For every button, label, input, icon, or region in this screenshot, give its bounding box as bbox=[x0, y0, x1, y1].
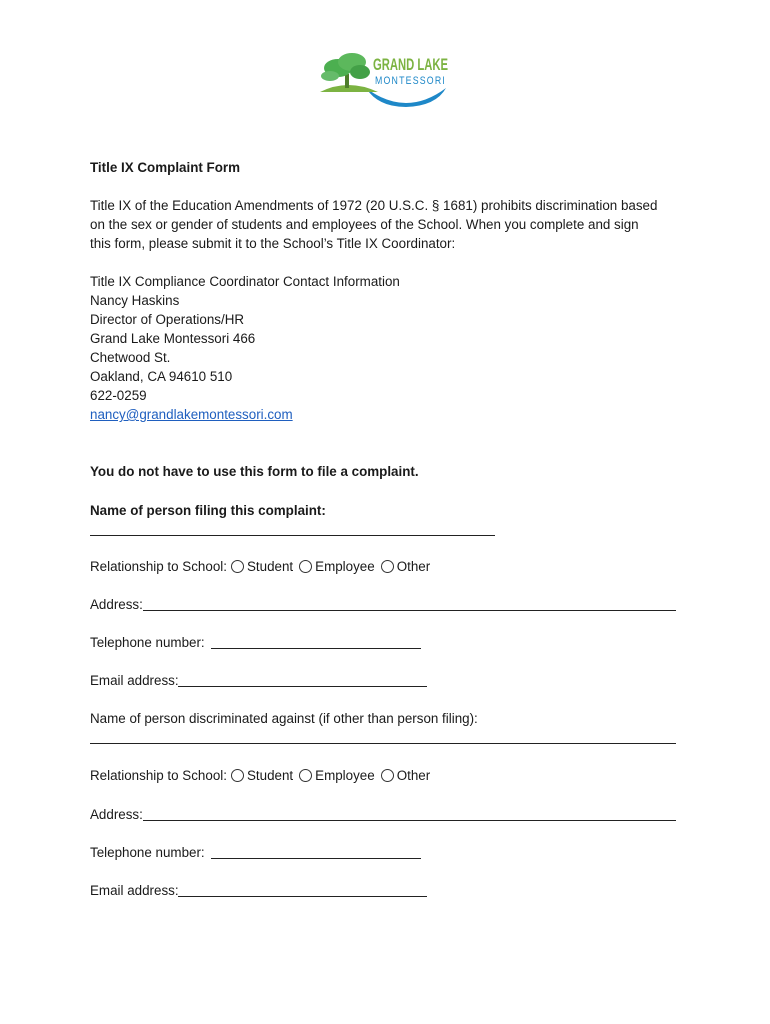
contact-phone: 622-0259 bbox=[90, 388, 147, 403]
victim-relationship-label: Relationship to School: bbox=[90, 768, 227, 783]
contact-name: Nancy Haskins bbox=[90, 293, 180, 308]
contact-title: Director of Operations/HR bbox=[90, 312, 245, 327]
victim-phone-label: Telephone number: bbox=[90, 845, 205, 860]
filer-name-field[interactable] bbox=[90, 535, 495, 536]
intro-line-3: this form, please submit it to the School’s Title IX Coordinator: bbox=[90, 236, 456, 251]
victim-address-field[interactable] bbox=[143, 820, 676, 821]
victim-name-field[interactable] bbox=[90, 743, 676, 744]
victim-student-radio[interactable] bbox=[231, 769, 244, 782]
filer-student-label: Student bbox=[246, 559, 294, 574]
victim-phone-field[interactable] bbox=[211, 858, 421, 859]
intro-line-2: on the sex or gender of students and employees of the School. When you complete and sign bbox=[90, 217, 639, 232]
filer-employee-label: Employee bbox=[315, 559, 375, 574]
victim-employee-label: Employee bbox=[315, 768, 375, 783]
logo-line1: GRAND LAKE bbox=[373, 55, 448, 74]
victim-email-field[interactable] bbox=[178, 896, 427, 897]
victim-student-label: Student bbox=[246, 768, 294, 783]
contact-street: Chetwood St. bbox=[90, 350, 171, 365]
form-title: Title IX Complaint Form bbox=[90, 160, 241, 175]
school-logo bbox=[318, 48, 452, 110]
contact-org: Grand Lake Montessori 466 bbox=[90, 331, 256, 346]
victim-other-label: Other bbox=[396, 768, 431, 783]
victim-other-radio[interactable] bbox=[381, 769, 394, 782]
filer-address-field[interactable] bbox=[143, 610, 676, 611]
victim-employee-radio[interactable] bbox=[299, 769, 312, 782]
victim-name-label: Name of person discriminated against (if other than person filing): bbox=[90, 711, 478, 726]
filer-email-label: Email address: bbox=[90, 673, 179, 688]
intro-line-1: Title IX of the Education Amendments of 1972 (20 U.S.C. § 1681) prohibits discrimination based bbox=[90, 198, 658, 213]
filer-other-label: Other bbox=[396, 559, 431, 574]
victim-address-label: Address: bbox=[90, 807, 143, 822]
filer-other-radio[interactable] bbox=[381, 560, 394, 573]
filer-email-field[interactable] bbox=[178, 686, 427, 687]
filer-employee-radio[interactable] bbox=[299, 560, 312, 573]
notice-text: You do not have to use this form to file a complaint. bbox=[90, 464, 419, 479]
filer-relationship-label: Relationship to School: bbox=[90, 559, 227, 574]
contact-heading: Title IX Compliance Coordinator Contact Information bbox=[90, 274, 400, 289]
filer-name-label: Name of person filing this complaint: bbox=[90, 503, 326, 518]
contact-city: Oakland, CA 94610 510 bbox=[90, 369, 233, 384]
filer-student-radio[interactable] bbox=[231, 560, 244, 573]
victim-email-label: Email address: bbox=[90, 883, 179, 898]
filer-phone-field[interactable] bbox=[211, 648, 421, 649]
victim-relationship-row bbox=[90, 766, 432, 785]
contact-email-link[interactable]: nancy@grandlakemontessori.com bbox=[90, 407, 293, 422]
logo-line2: MONTESSORI bbox=[375, 75, 446, 87]
filer-relationship-row bbox=[90, 557, 432, 576]
filer-address-label: Address: bbox=[90, 597, 143, 612]
filer-phone-label: Telephone number: bbox=[90, 635, 205, 650]
